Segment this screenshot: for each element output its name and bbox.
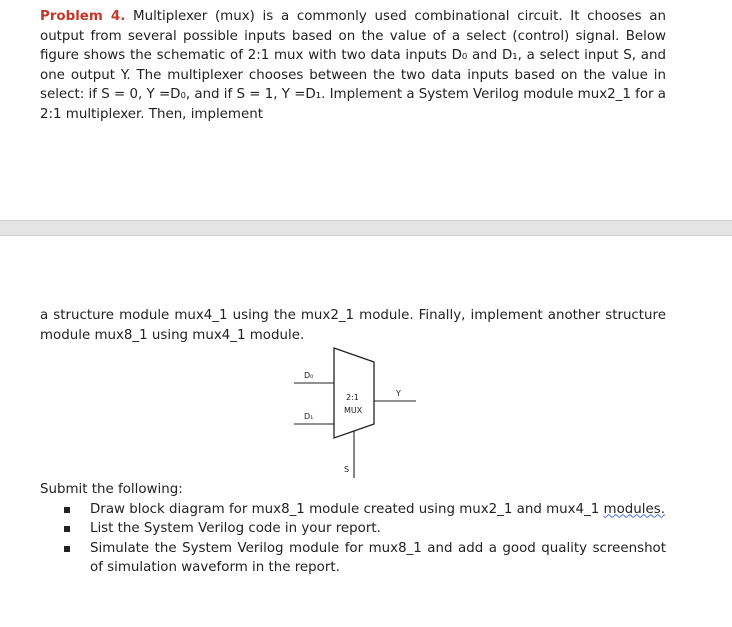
bullet-square-icon xyxy=(64,507,70,513)
submit-item-code xyxy=(40,519,666,539)
problem-intro-text: Multiplexer (mux) is a commonly used combinational circuit. It chooses an output from several possible inputs based on the value of a select (control) signal. Below figure shows the schematic of 2:1 mux with two data inputs D₀ and D₁, a select input S, and one output Y. The multiplexer chooses between the two data inputs based on the value in select: if S = 0, Y =D₀, and if S = 1, Y =D₁. Implement a System Verilog module mux2_1 for a 2:1 multiplexer. Then, implement xyxy=(40,9,667,122)
mux-ratio-label: 2:1 xyxy=(346,393,359,402)
mux-schematic xyxy=(280,342,430,480)
output-y-label: Y xyxy=(396,389,401,398)
input-d1-label: D₁ xyxy=(304,412,314,421)
submit-heading: Submit the following: xyxy=(40,482,183,497)
mux-name-label: MUX xyxy=(344,406,363,415)
bullet-square-icon xyxy=(64,526,70,532)
submit-list xyxy=(40,500,680,578)
problem-continuation-paragraph xyxy=(40,306,666,345)
select-s-label: S xyxy=(344,465,350,474)
submit-item-text: List the System Verilog code in your report. xyxy=(90,521,381,537)
page-divider xyxy=(0,220,732,236)
submit-item-simulation xyxy=(40,539,666,578)
submit-item-text: Draw block diagram for mux8_1 module created using mux2_1 and mux4_1 xyxy=(90,501,604,517)
spellcheck-flagged-word: modules. xyxy=(603,501,665,517)
input-d0-label: D₀ xyxy=(304,371,314,380)
problem-continuation-text: a structure module mux4_1 using the mux2_1 module. Finally, implement another structure module mux8_1 using mux4_1 module. xyxy=(40,308,666,343)
submit-item-text: Simulate the System Verilog module for mux8_1 and add a good quality screenshot of simulation waveform in the report. xyxy=(90,540,666,576)
problem-intro-paragraph xyxy=(40,7,666,125)
submit-item-block-diagram xyxy=(40,500,666,520)
bullet-square-icon xyxy=(64,546,70,552)
problem-title: Problem 4. xyxy=(40,9,126,24)
submit-section xyxy=(40,480,680,578)
